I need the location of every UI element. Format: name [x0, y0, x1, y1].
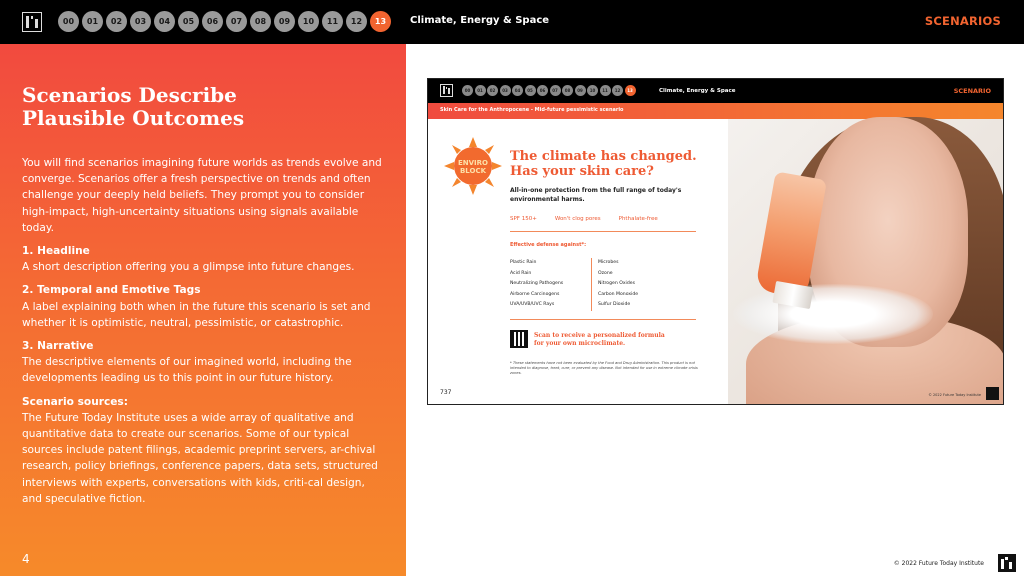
thumb-logo-icon [440, 84, 453, 97]
badge-line-1: ENVIRO [457, 159, 489, 167]
defense-item: Ozone [598, 270, 613, 276]
ad-lead: All-in-one protection from the full range of today's environmental harms. [510, 187, 682, 203]
thumb-chapter-chip-00: 00 [462, 85, 473, 96]
section-tags-text: A label explaining both when in the future this scenario is set and whether it is optimistic, neutral, pessimistic, or catastrophic. [22, 300, 371, 329]
headline-line-2: Plausible Outcomes [22, 106, 245, 130]
thumb-subtitle: Skin Care for the Anthropocene - Mid-future pessimistic scenario [440, 107, 624, 113]
badge-line-2: BLOCK [459, 167, 487, 175]
defense-item: UVA/UVB/UVC Rays [510, 302, 555, 307]
qr-code-icon [510, 330, 528, 348]
top-bar [0, 0, 1024, 44]
thumb-top-bar [428, 79, 1003, 103]
thumb-chapter-chip-07: 07 [550, 85, 561, 96]
chapter-chip-04[interactable]: 04 [154, 11, 175, 32]
thumb-chapter-chip-13: 13 [625, 85, 636, 96]
thumb-chapter-chip-02: 02 [487, 85, 498, 96]
thumb-scenario-label: SCENARIO [953, 87, 991, 95]
claim-phthalate: Phthalate-free [618, 216, 658, 222]
section-tags [22, 282, 382, 331]
chapter-chip-12[interactable]: 12 [346, 11, 367, 32]
divider [510, 231, 696, 232]
claim-spf: SPF 150+ [510, 216, 537, 222]
thumb-chapter-chip-11: 11 [600, 85, 611, 96]
chapter-chip-00[interactable]: 00 [58, 11, 79, 32]
chapter-chip-06[interactable]: 06 [202, 11, 223, 32]
section-headline [22, 243, 382, 275]
defense-heading: Effective defense against*: [510, 242, 587, 248]
section-headline-text: A short description offering you a glimpse into future changes. [22, 261, 355, 274]
left-panel [0, 44, 406, 576]
chapter-chip-09[interactable]: 09 [274, 11, 295, 32]
chapter-chip-02[interactable]: 02 [106, 11, 127, 32]
defense-item: Acid Rain [510, 270, 532, 276]
enviro-block-badge-icon [444, 137, 502, 195]
chapter-chip-11[interactable]: 11 [322, 11, 343, 32]
thumb-chapter-chip-01: 01 [475, 85, 486, 96]
section-title: Climate, Energy & Space [410, 15, 550, 26]
disclaimer: * These statements have not been evaluated by the Food and Drug Administration. This product is not intended to diagnose, treat, cure, or prevent any disease. Not intended for use in extreme climate crisis zones. [510, 361, 698, 375]
chapter-chip-10[interactable]: 10 [298, 11, 319, 32]
defense-item: Nitrogen Oxides [598, 281, 635, 286]
thumb-chapter-nav [462, 85, 636, 96]
section-tags-title: 2. Temporal and Emotive Tags [22, 284, 201, 297]
ad-title-line-2: Has your skin care? [510, 164, 654, 179]
thumb-chapter-chip-10: 10 [587, 85, 598, 96]
defense-item: Sulfur Dioxide [598, 302, 631, 307]
cream-splash [733, 284, 933, 344]
ad-title-line-1: The climate has changed. [510, 149, 697, 164]
section-headline-title: 1. Headline [22, 245, 90, 258]
defense-list-1 [510, 258, 563, 311]
footer-copyright: © 2022 Future Today Institute [893, 560, 984, 567]
chapter-chip-05[interactable]: 05 [178, 11, 199, 32]
intro-paragraph: You will find scenarios imagining future worlds as trends evolve and converge. Scenarios offer a fresh perspective on trends and often challenge your deeply held beliefs. They prompt you to consider high-impact, high-uncertainty situations using signals available today. [22, 157, 382, 234]
qr-text: Scan to receive a personalized formula for your own microclimate. [534, 332, 665, 347]
page-number: 4 [22, 552, 30, 566]
chapter-chip-03[interactable]: 03 [130, 11, 151, 32]
claim-pores: Won't clog pores [554, 216, 601, 222]
section-sources [22, 394, 382, 507]
defense-item: Airborne Carcinogens [510, 291, 560, 297]
divider [510, 319, 696, 320]
thumb-footer-logo-icon [986, 387, 999, 400]
footer-logo-icon [998, 554, 1016, 572]
defense-item: Plastic Rain [510, 260, 537, 265]
section-sources-text: The Future Today Institute uses a wide array of qualitative and quantitative data to create our scenarios. Some of our typical sources include patent filings, academic preprint servers, ar-chival research, policy briefings, conference papers, data sets, structured interviews with experts, conversations with kids, criti-cal design, and speculative fiction. [22, 411, 378, 505]
fti-logo-icon[interactable] [22, 12, 42, 32]
section-narrative [22, 338, 382, 387]
thumb-chapter-chip-08: 08 [562, 85, 573, 96]
section-sources-title: Scenario sources: [22, 395, 128, 408]
thumb-chapter-chip-12: 12 [612, 85, 623, 96]
thumb-chapter-chip-03: 03 [500, 85, 511, 96]
thumb-chapter-chip-04: 04 [512, 85, 523, 96]
thumb-page-number: 737 [440, 389, 452, 396]
thumb-chapter-chip-09: 09 [575, 85, 586, 96]
ad-title [510, 149, 720, 179]
chapter-chip-13[interactable]: 13 [370, 11, 391, 32]
defense-item: Microbes [598, 260, 619, 265]
thumb-chapter-chip-06: 06 [537, 85, 548, 96]
ad-claims [510, 216, 658, 222]
body-text [22, 155, 382, 514]
chapter-chip-01[interactable]: 01 [82, 11, 103, 32]
defense-item: Carbon Monoxide [598, 291, 639, 297]
headline-line-1: Scenarios Describe [22, 83, 237, 107]
chapter-chip-08[interactable]: 08 [250, 11, 271, 32]
defense-list-2 [591, 258, 638, 311]
page-title [22, 84, 382, 130]
chapter-chip-07[interactable]: 07 [226, 11, 247, 32]
thumb-section-title: Climate, Energy & Space [659, 88, 736, 94]
scenario-slide-thumbnail[interactable] [427, 78, 1004, 405]
chapter-nav [58, 11, 391, 32]
section-narrative-title: 3. Narrative [22, 340, 94, 353]
defense-item: Neutralizing Pathogens [510, 281, 564, 286]
section-narrative-text: The descriptive elements of our imagined world, including the developments leading us to this point in our future history. [22, 356, 352, 385]
thumb-chapter-chip-05: 05 [525, 85, 536, 96]
scenarios-label[interactable]: SCENARIOS [924, 14, 1001, 28]
thumb-copyright: © 2022 Future Today Institute [928, 393, 981, 397]
